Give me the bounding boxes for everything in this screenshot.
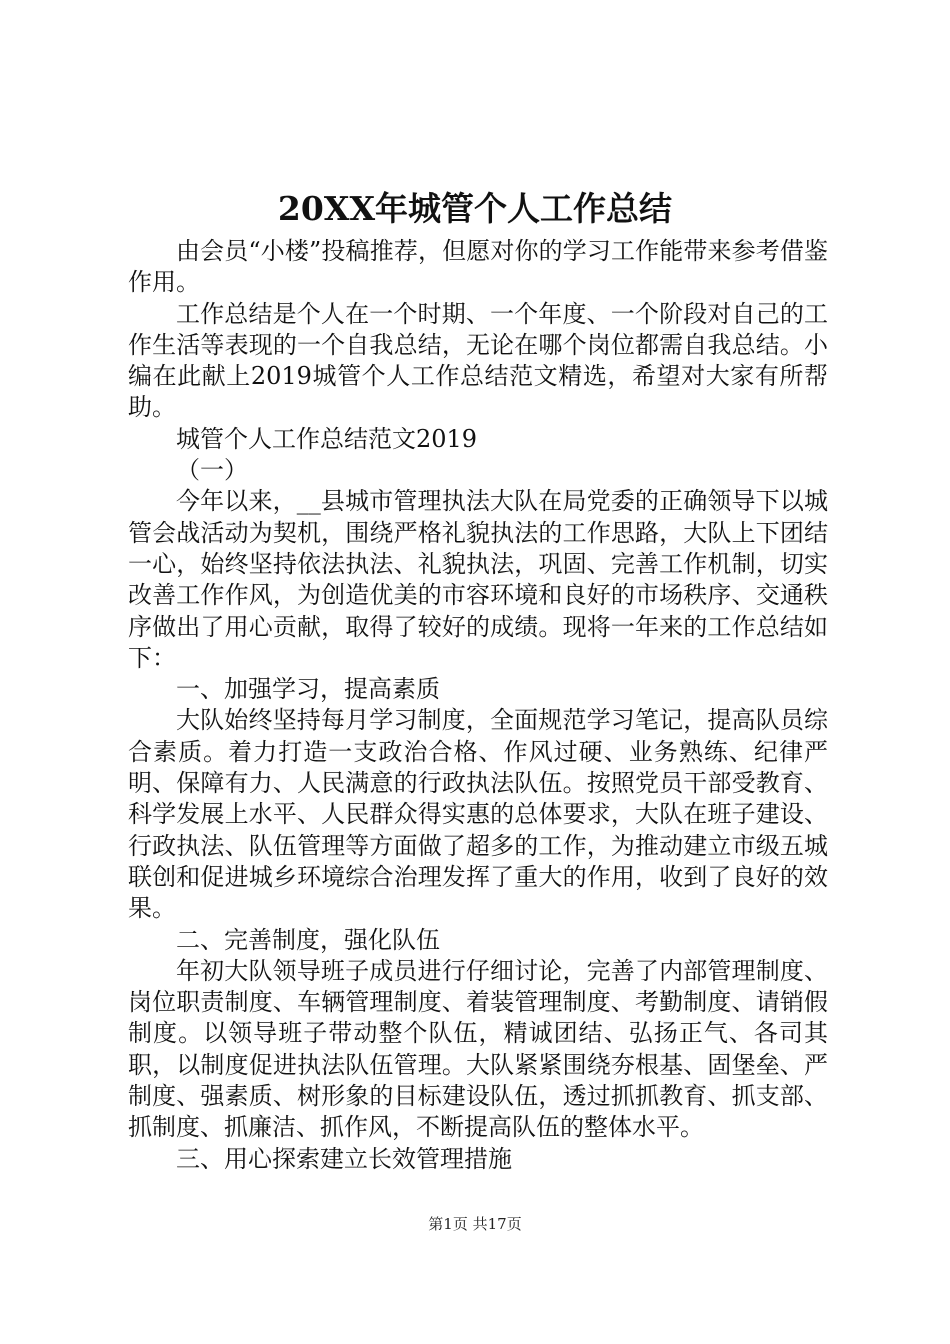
page-footer: 第1页 共17页: [428, 1215, 522, 1233]
document-body: [128, 236, 828, 1175]
document-title: 20XX年城管个人工作总结: [277, 189, 673, 228]
section-heading-part-one: （一）: [176, 456, 248, 485]
paragraph-intro-summary: 工作总结是个人在一个时期、一个年度、一个阶段对自己的工作生活等表现的一个自我总结，无论在哪个岗位都需自我总结。小编在此献上2019城管个人工作总结范文精选，希望对大家有所帮助。: [128, 299, 828, 422]
paragraph-intro-note: 由会员“小楼”投稿推荐，但愿对你的学习工作能带来参考借鉴作用。: [128, 237, 828, 297]
section-heading-3: 三、用心探索建立长效管理措施: [176, 1144, 512, 1173]
section-heading-1: 一、加强学习，提高素质: [176, 675, 440, 704]
section-heading-sample: 城管个人工作总结范文2019: [176, 424, 478, 453]
paragraph-overview: 今年以来，__县城市管理执法大队在局党委的正确领导下以城管会战活动为契机，围绕严格礼貌执法的工作思路，大队上下团结一心，始终坚持依法执法、礼貌执法，巩固、完善工作机制，切实改善工作作风，为创造优美的市容环境和良好的市场秩序、交通秩序做出了用心贡献，取得了较好的成绩。现将一年来的工作总结如下：: [128, 487, 828, 672]
paragraph-section-2: 年初大队领导班子成员进行仔细讨论，完善了内部管理制度、岗位职责制度、车辆管理制度、着装管理制度、考勤制度、请销假制度。以领导班子带动整个队伍，精诚团结、弘扬正气、各司其职，以制度促进执法队伍管理。大队紧紧围绕夯根基、固堡垒、严制度、强素质、树形象的目标建设队伍，透过抓抓教育、抓支部、抓制度、抓廉洁、抓作风，不断提高队伍的整体水平。: [128, 956, 828, 1142]
paragraph-section-1: 大队始终坚持每月学习制度，全面规范学习笔记，提高队员综合素质。着力打造一支政治合格、作风过硬、业务熟练、纪律严明、保障有力、人民满意的行政执法队伍。按照党员干部受教育、科学发展上水平、人民群众得实惠的总体要求，大队在班子建设、行政执法、队伍管理等方面做了超多的工作，为推动建立市级五城联创和促进城乡环境综合治理发挥了重大的作用，收到了良好的效果。: [128, 706, 828, 923]
section-heading-2: 二、完善制度，强化队伍: [176, 925, 440, 954]
